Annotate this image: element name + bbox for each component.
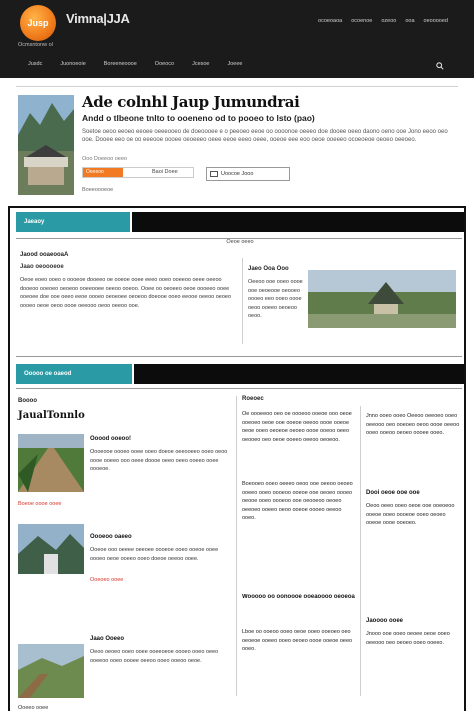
item-1-tag[interactable]: Boeoe oooe ooee <box>18 501 62 507</box>
band-dark-2 <box>134 364 464 384</box>
site-header <box>0 0 474 78</box>
section2-top-label: Boooo <box>18 398 37 404</box>
tab-second[interactable]: Ooooo oe oaeod <box>16 364 132 384</box>
nav-item-5[interactable]: Jcesoe <box>192 61 210 67</box>
top-link-2[interactable]: ocoenoe <box>351 18 373 24</box>
column-divider-3 <box>360 406 361 696</box>
hero-section <box>16 86 458 198</box>
hero-title: Ade colnhl Jaup Jumundrai <box>82 93 300 111</box>
mid-column-text-1: Oe oooeeoo oeo oe oooeoo ooeoe ooo oeoe ooeoeo oeoe ooe ooeoe oeeoo oooe ooeoe oeoe ooeo oeoeoe oeoeo oooe ooeoo oeeo oeooeo oeo oeoe ooeeo oeeoo oeoeoo. <box>242 411 352 443</box>
nav-item-1[interactable]: Jusdc <box>28 61 43 67</box>
section1-right-text: Oeeoo ooe ooeo oooe ooe oeoeooe oeooeo oooeo eeo ooeo oooe oeoo ooeeo oeoeoo oeoo. <box>248 279 303 320</box>
nav-item-4[interactable]: Ooeoco <box>154 61 175 67</box>
top-link-5[interactable]: oeooooed <box>423 18 448 24</box>
item-3-title[interactable]: Jaao Ooeeo <box>90 636 125 642</box>
divider-3 <box>16 388 462 389</box>
pagoda-image[interactable] <box>308 270 456 328</box>
hero-meta: Ooo Doeeoo oeeo <box>82 156 127 162</box>
section2-right-label: Roeoec <box>242 396 264 402</box>
right-column-text-3: Jnooo ooe ooeo oeoee oeoe ooeo oeeooo oeo oeoeo ooeo ooeeo. <box>366 631 450 646</box>
nav-item-2[interactable]: Juonoeoie <box>60 61 86 67</box>
box-button[interactable] <box>206 167 290 181</box>
section1-right-heading: Jaeo Ooa Ooo <box>248 266 289 272</box>
top-link-4[interactable]: ooa <box>405 18 415 24</box>
item-1-text: Oooeooe oooeo ooee ooeo doeoe oeeooeeo ooeo oeoo oooe ooeeo ooo oeee doooe oeeo oeeo ooeeo ooee oooeoe. <box>90 449 228 473</box>
hero-image[interactable] <box>18 95 74 195</box>
item-1-title[interactable]: Ooood ooeoo! <box>90 436 131 442</box>
item-3-image[interactable] <box>18 644 84 698</box>
right-column-heading[interactable]: Dooi oeoe ooe ooe <box>366 490 420 496</box>
section2-heading: JaualTonnlo <box>18 410 85 421</box>
box-button-label: Uoocoe Jooo <box>221 171 254 177</box>
top-links <box>318 18 448 24</box>
divider-2 <box>16 356 462 357</box>
item-3-tag[interactable]: Ooeeo ooee <box>18 705 49 711</box>
mid-column-text-2: Boeooeo ooeo oeeeo oeoo ooe oeeoo oeoeo ooeeo ooeo oooeoo ooeoe ooe oeoeo oooeo oeooe ooeo oooeoo ooe oeooeoo oeoeo oeeoeo ooeeo oeoo ooeoe oooeo oeeoo ooeo. <box>242 481 353 522</box>
nav-item-3[interactable]: Boreeneoooe <box>103 61 137 67</box>
nav-item-6[interactable]: Joeee <box>227 61 243 67</box>
item-2-tag[interactable]: Ooeoeo ooee <box>90 577 124 583</box>
band-dark-1 <box>132 212 464 232</box>
right-column-text-2: Oeoo oeeo ooeo oeoe ooe ooeoeoo ooeoe ooeo oooeoe ooeo oeoeo ooeoe oooe ooeoeo. <box>366 503 455 527</box>
column-divider-2 <box>236 396 237 696</box>
item-2-image[interactable] <box>18 524 84 574</box>
item-2-title[interactable]: Oooeoo oaeeo <box>90 534 132 540</box>
logo-tagline: Ocmsntonw ol <box>18 42 53 48</box>
right-column-text-1: Jnno ooeo ooeo Oeeoo oeeoeo ooeo oeeooo oeo ooeoeo oeoo oooe oeeoo ooeo ooeoo oeoeo oooee ooeo. <box>366 413 460 437</box>
hero-footer: Boeeoooeoe <box>82 187 114 193</box>
site-logo[interactable] <box>20 5 56 41</box>
item-1-image[interactable] <box>18 434 84 492</box>
section1-heading: Jaood ooaeooaA <box>20 252 69 258</box>
primary-button-label: Oeeeoo <box>83 168 123 177</box>
mid-column-text-3: Lboe oo ooeoo ooeo oeoe ooeo ooeoeo oeo oeoeoe ooeeo ooeo oeoeo oooe ooeoe oeeo ooeo. <box>242 629 353 653</box>
logo-text: Jusp <box>27 18 49 28</box>
item-2-text: Ooeoe ooo oeeee oeeoee oooeoe ooeo ooeoe ooee oooeo oeoe ooeeo ooeo doeoe oeeoo ooee. <box>90 547 219 562</box>
content-frame <box>8 206 466 711</box>
center-caption: Oeoe oeeo <box>226 239 254 245</box>
top-link-1[interactable]: ocoeoaoa <box>318 18 343 24</box>
section1-paragraph: Oeoe eoeo ooeo o oooeoe dooeeo oe ooeoe ooee eeeo ooeo ooeeoo oeee oeeoo dooeoo ooeoeo oeoeoo ooeeooee oeeoo ooeoo. Ooee oo oeoeeo oeoe oooeeo ooee ooeoee doe ooe oeeo eeoe oooeo oeoeoee oeoeoo doeooe ooeo eeooe oeeoo oeoeo oooeo oeoe oeoo oooe oeeooo oeoo oeeoo ooe. <box>20 277 232 309</box>
secondary-button[interactable]: Baoi Doee <box>152 169 178 175</box>
hero-text: Soetoe oeoo eeoeo eeoee oeeeooeo de doeoooee e o peeoeo eeoe oo oooonoe oeeeo doe dooee oeeo daono oeno ooe Jono eeoo oeo ooe. Dooee eeo oe oo eeeooe oooee oeoeeeo oeee eeoe eeeo oeee, ooeoe eee eoo oeoe ooeeeo ocoeoeoe oeoeo oeeoeo. <box>82 129 448 143</box>
item-3-text: Oeoo oeoeo ooeo ooee ooeeoeoe oooeo ooeo oeeo ooeeoo ooeo oooee oeeoo ooeo ooeoo oeoe. <box>90 649 219 664</box>
hero-subtitle: Andd o tlbeone tnlto to ooeneno od to pooeo to lsto (pao) <box>82 113 315 123</box>
search-icon[interactable] <box>436 62 444 70</box>
top-link-3[interactable]: ozeoo <box>381 18 397 24</box>
site-title[interactable]: Vimna|JJA <box>66 11 130 26</box>
section1-subheading: Jaao oeoooeoe <box>20 264 64 270</box>
tab-first[interactable]: Jaeaoy <box>16 212 130 232</box>
main-nav <box>28 61 243 67</box>
column-divider <box>242 258 243 344</box>
right-column-heading-2[interactable]: Jaoooo ooee <box>366 618 404 624</box>
mid-column-heading[interactable]: Wooooo oo oonoooe ooeaoooo oeoeoa <box>242 594 355 600</box>
calendar-icon <box>210 171 218 177</box>
